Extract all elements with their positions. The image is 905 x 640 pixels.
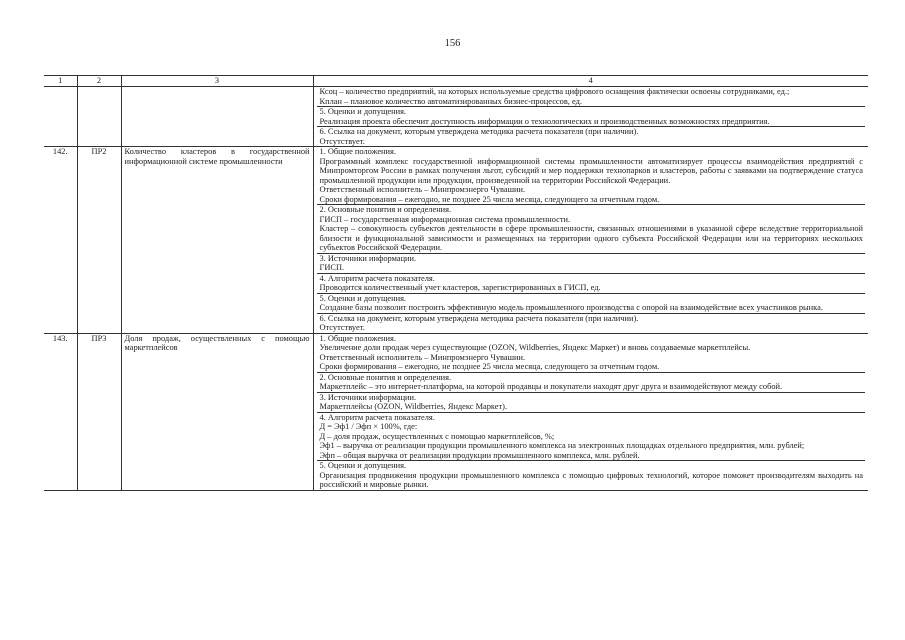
methodology-line: Эфп – общая выручка от реализации продукции промышленного комплекса, млн. рублей. (319, 450, 640, 460)
indicator-name (121, 87, 313, 147)
methodology-line: Кластер – совокупность субъектов деятельности в сфере промышленности, связанных отношениями в указанной сфере вследствие территориальной близости и функциональной зависимости и размещенных на территории одного субъекта Российской Федерации или на территориях нескольких субъектов Российской Федерации. (319, 224, 863, 252)
methodology-line: Реализация проекта обеспечит доступность информации о технологических и производственных возможностях предприятия. (319, 116, 770, 126)
header-col-4: 4 (313, 76, 868, 87)
indicator-methodology (313, 87, 868, 147)
methodology-line: Создание базы позволит построить эффективную модель промышленного производства с опорой на взаимодействие всех участников рынка. (319, 303, 823, 312)
indicator-name: Доля продаж, осуществленных с помощью маркетплейсов (121, 333, 313, 490)
methodology-line: Маркетплейс – это интернет-платформа, на которой продавцы и покупатели находят друг друга и взаимодействуют между собой. (319, 382, 783, 391)
table-header-row (44, 76, 868, 87)
methodology-section (317, 107, 866, 127)
indicator-code (77, 87, 121, 147)
methodology-section (317, 147, 866, 205)
methodology-line: Ксоц – количество предприятий, на которых используемые средства цифрового оснащения фактически освоены сотрудниками, ед.; (319, 87, 790, 96)
table-row (44, 147, 868, 334)
methodology-line: 5. Оценки и допущения. (319, 461, 407, 470)
methodology-line: 1. Общие положения. (319, 333, 396, 343)
indicator-methodology (313, 147, 868, 334)
methodology-line: Проводится количественный учет кластеров, зарегистрированных в ГИСП, ед. (319, 283, 601, 292)
methodology-line: 1. Общие положения. (319, 147, 396, 156)
methodology-line: Сроки формирования – ежегодно, не позднее 25 числа месяца, следующего за отчетным годом. (319, 362, 660, 371)
methodology-line: Эф1 – выручка от реализации продукции промышленного комплекса на электронных площадках отдельного предприятия, млн. рублей; (319, 441, 805, 450)
methodology-line: Увеличение доли продаж через существующие (OZON, Wildberries, Яндекс Маркет) и вновь создаваемые маркетплейсы. (319, 343, 751, 352)
methodology-line: 5. Оценки и допущения. (319, 293, 407, 303)
methodology-section (317, 254, 866, 274)
row-number: 142. (44, 147, 77, 334)
methodology-line: Отсутствует. (319, 323, 365, 332)
methodology-section (317, 334, 866, 373)
methodology-line: Отсутствует. (319, 136, 365, 146)
page-number: 156 (444, 38, 461, 49)
header-col-2: 2 (77, 76, 121, 87)
methodology-line: Ответственный исполнитель – Минпромэнерго Чувашии. (319, 352, 526, 362)
methodology-line: 3. Источники информации. (319, 253, 417, 263)
methodology-line: 4. Алгоритм расчета показателя. (319, 273, 435, 283)
methodology-section (317, 373, 866, 393)
methodology-section (317, 413, 866, 462)
methodology-line: Сроки формирования – ежегодно, не позднее 25 числа месяца, следующего за отчетным годом. (319, 194, 660, 204)
methodology-section (317, 314, 866, 333)
header-col-1: 1 (44, 76, 77, 87)
methodology-line: Д = Эф1 / Эфп × 100%, где: (319, 422, 418, 431)
methodology-line: Маркетплейсы (OZON, Wildberries, Яндекс Маркет). (319, 402, 508, 411)
methodology-section (317, 294, 866, 314)
methodology-line: 2. Основные понятия и определения. (319, 205, 452, 214)
methodology-line: Д – доля продаж, осуществленных с помощью маркетплейсов, %; (319, 431, 555, 441)
methodology-section (317, 87, 866, 107)
methodology-section (317, 127, 866, 146)
methodology-line: Организация продвижения продукции промышленного комплекса с помощью цифровых технологий, которое поможет производителям выходить на российский и мировые рынки. (319, 470, 863, 489)
indicator-name: Количество кластеров в государственной информационной системе промышленности (121, 147, 313, 334)
table-row (44, 87, 868, 147)
methodology-line: 5. Оценки и допущения. (319, 107, 407, 116)
methodology-section (317, 461, 866, 490)
methodology-line: Кплан – плановое количество автоматизированных бизнес-процессов, ед. (319, 96, 582, 106)
methodology-line: 3. Источники информации. (319, 392, 417, 402)
methodology-section (317, 205, 866, 254)
methodology-section (317, 274, 866, 294)
row-number: 143. (44, 333, 77, 490)
header-col-3: 3 (121, 76, 313, 87)
methodology-section (317, 393, 866, 413)
methodology-line: ГИСП. (319, 263, 345, 272)
methodology-line: 6. Ссылка на документ, которым утверждена методика расчета показателя (при наличии). (319, 313, 639, 323)
methodology-line: 4. Алгоритм расчета показателя. (319, 412, 435, 422)
methodology-line: 6. Ссылка на документ, которым утверждена методика расчета показателя (при наличии). (319, 127, 639, 136)
row-number (44, 87, 77, 147)
indicator-code: ПР3 (77, 333, 121, 490)
methodology-line: Ответственный исполнитель – Минпромэнерго Чувашии. (319, 185, 526, 194)
methodology-line: ГИСП – государственная информационная система промышленности. (319, 214, 571, 224)
indicator-code: ПР2 (77, 147, 121, 334)
methodology-line: Программный комплекс государственной информационной системы промышленности автоматизирует процессы взаимодействия предприятий с Минпромторгом России в рамках получения льгот, субсидий и мер поддержки технопарков и кластеров, работы с заявками на подтверждение статуса промышленной продукции или продукции, произведенной на территории Российской Федерации. (319, 156, 863, 185)
methodology-table (44, 75, 868, 491)
methodology-line: 2. Основные понятия и определения. (319, 372, 452, 382)
table-row (44, 333, 868, 490)
indicator-methodology (313, 333, 868, 490)
